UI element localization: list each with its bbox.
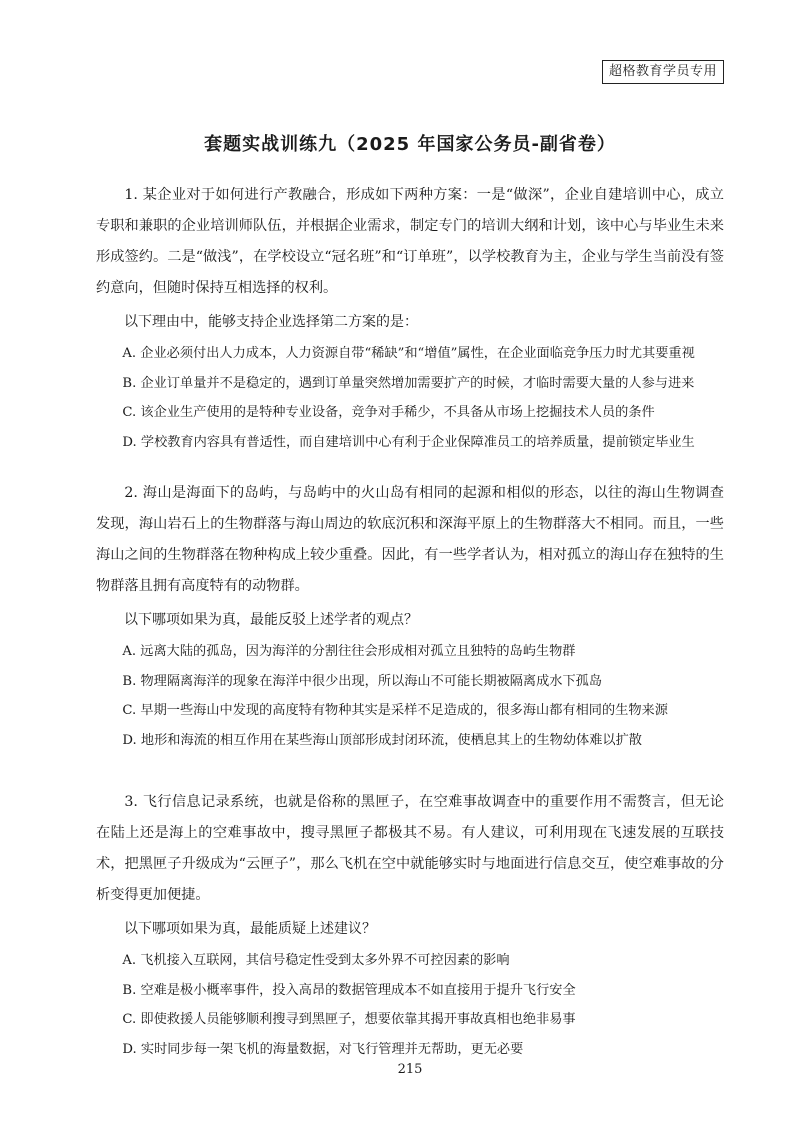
- option-d: D. 地形和海流的相互作用在某些海山顶部形成封闭环流，使栖息其上的生物幼体难以扩散: [122, 732, 642, 748]
- question-prompt: 以下理由中，能够支持企业选择第二方案的是：: [124, 314, 418, 330]
- option-b: B. 物理隔离海洋的现象在海洋中很少出现，所以海山不可能长期被隔离成水下孤岛: [122, 673, 603, 689]
- option-list: [96, 339, 724, 457]
- option-a: A. 企业必须付出人力成本，人力资源自带“稀缺”和“增值”属性，在企业面临竞争压力时尤其要重视: [122, 346, 695, 361]
- option-c: C. 早期一些海山中发现的高度特有物种其实是采样不足造成的，很多海山都有相同的生物来源: [122, 703, 668, 718]
- page-title: 套题实战训练九（2025 年国家公务员-副省卷）: [204, 134, 616, 155]
- question-prompt: 以下哪项如果为真，最能质疑上述建议？: [124, 921, 376, 937]
- question-stem: 2. 海山是海面下的岛屿，与岛屿中的火山岛有相同的起源和相似的形态，以往的海山生物调查发现，海山岩石上的生物群落与海山周边的软底沉积和深海平原上的生物群落大不相同。而且，一些海山之间的生物群落在物种构成上较少重叠。因此，有一些学者认为，相对孤立的海山存在独特的生物群落且拥有高度特有的动物群。: [96, 485, 724, 594]
- question-stem: 1. 某企业对于如何进行产教融合，形成如下两种方案：一是“做深”，企业自建培训中心，成立专职和兼职的企业培训师队伍，并根据企业需求，制定专门的培训大纲和计划，该中心与毕业生未来形成签约。二是“做浅”，在学校设立“冠名班”和“订单班”，以学校教育为主，企业与学生当前没有签约意向，但随时保持互相选择的权利。: [96, 187, 724, 296]
- question-prompt: 以下哪项如果为真，最能反驳上述学者的观点？: [124, 612, 418, 628]
- option-list: [96, 946, 724, 1064]
- option-c: C. 即使救援人员能够顺利搜寻到黑匣子，想要依靠其揭开事故真相也绝非易事: [122, 1012, 576, 1027]
- option-a: A. 远离大陆的孤岛，因为海洋的分割往往会形成相对孤立且独特的岛屿生物群: [122, 644, 576, 659]
- question-3: [96, 787, 724, 1064]
- document-page: [96, 0, 724, 1132]
- option-b: B. 企业订单量并不是稳定的，遇到订单量突然增加需要扩产的时候，才临时需要大量的人参与进来: [122, 375, 695, 391]
- option-b: B. 空难是极小概率事件，投入高昂的数据管理成本不如直接用于提升飞行安全: [122, 982, 576, 998]
- option-d: D. 实时同步每一架飞机的海量数据，对飞行管理并无帮助，更无必要: [122, 1041, 524, 1057]
- question-2: [96, 478, 724, 755]
- option-a: A. 飞机接入互联网，其信号稳定性受到太多外界不可控因素的影响: [122, 953, 510, 968]
- page-number: 215: [397, 1062, 423, 1077]
- header-badge: 超格教育学员专用: [602, 60, 724, 84]
- option-d: D. 学校教育内容具有普适性，而自建培训中心有利于企业保障准员工的培养质量，提前锁定毕业生: [122, 434, 695, 450]
- question-stem: 3. 飞行信息记录系统，也就是俗称的黑匣子，在空难事故调查中的重要作用不需赘言，但无论在陆上还是海上的空难事故中，搜寻黑匣子都极其不易。有人建议，可利用现在飞速发展的互联技术，把黑匣子升级成为“云匣子”，那么飞机在空中就能够实时与地面进行信息交互，使空难事故的分析变得更加便捷。: [96, 794, 724, 903]
- question-1: [96, 180, 724, 457]
- option-c: C. 该企业生产使用的是特种专业设备，竞争对手稀少，不具备从市场上挖掘技术人员的条件: [122, 405, 655, 420]
- option-list: [96, 637, 724, 755]
